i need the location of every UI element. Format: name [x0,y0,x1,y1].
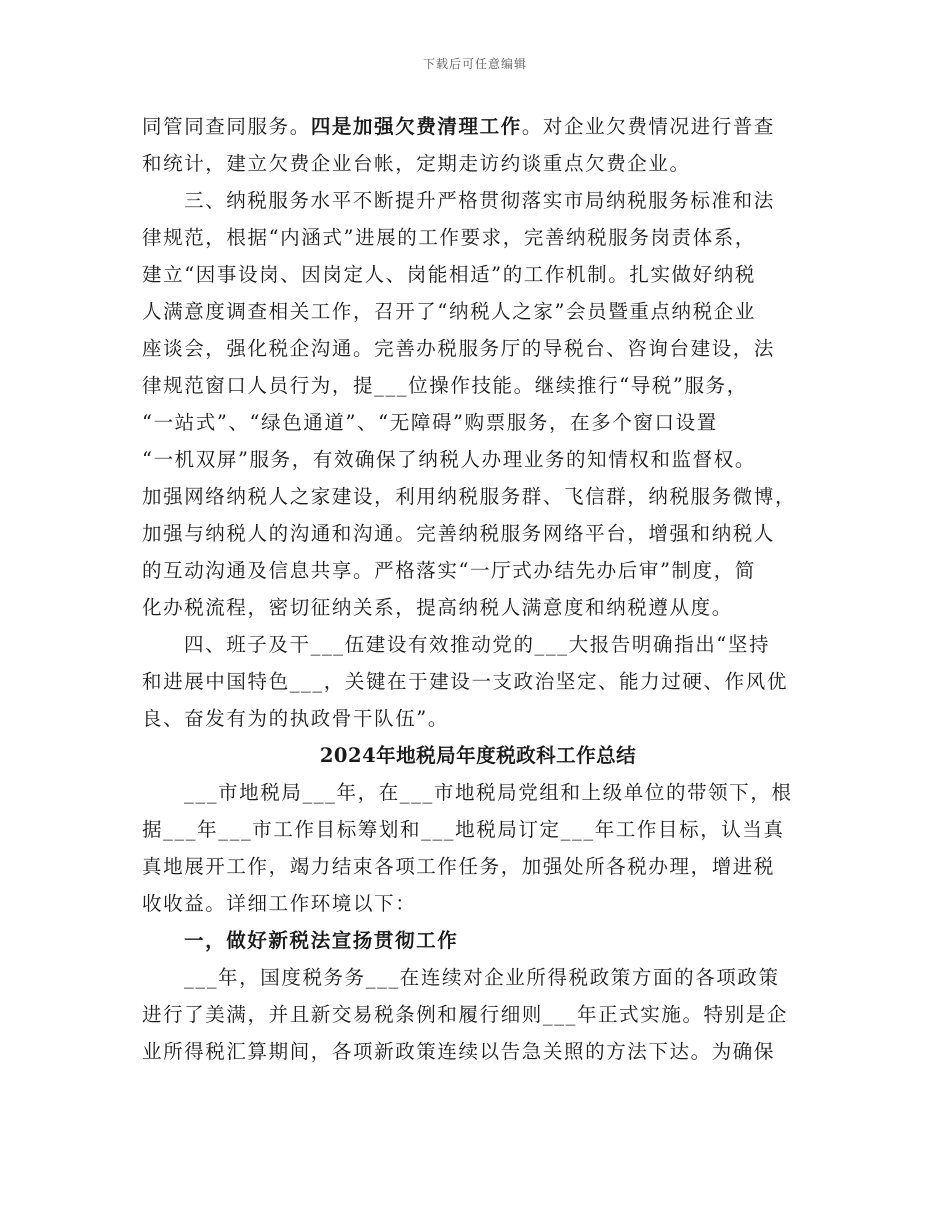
text-line [142,108,814,145]
text-line: 加强与纳税人的沟通和沟通。完善纳税服务网络平台，增强和纳税人 [142,522,776,545]
text-line: 进行了美满，并且新交易税条例和履行细则___年正式实施。特别是企 [142,1003,788,1026]
paragraph-start-line: 四、班子及干___伍建设有效推动党的___大报告明确指出“坚持 [184,633,771,656]
text-line: 业所得税汇算期间，各项新政策连续以告急关照的方法下达。为确保 [142,1040,776,1063]
page-header-note: 下载后可任意编辑 [422,57,527,71]
document-body [142,108,814,1070]
text-line: 良、奋发有为的执政骨干队伍”。 [142,707,449,730]
text-line: 的互动沟通及信息共享。严格落实“一厅式办结先办后审”制度，简 [142,559,756,582]
text-segment: 。对企业欠费情况进行普查 [521,115,776,138]
text-line: 收收益。详细工作环境以下： [142,892,417,915]
text-line: 和进展中国特色___，关键在于建设一支政治坚定、能力过硬、作风优 [142,670,788,693]
text-line: “一机双屏”服务，有效确保了纳税人办理业务的知情权和监督权。 [142,448,756,471]
text-line: 加强网络纳税人之家建设，利用纳税服务群、飞信群，纳税服务微博， [142,485,797,508]
paragraph-start-line: ___市地税局___年，在___市地税局党组和上级单位的带领下，根 [184,781,793,804]
text-line: 座谈会，强化税企沟通。完善办税服务厅的导税台、咨询台建设，法 [142,337,776,360]
text-line: 建立“因事设岗、因岗定人、岗能相适”的工作机制。扎实做好纳税 [142,263,756,286]
text-line: 人满意度调查相关工作，召开了“纳税人之家”会员暨重点纳税企业 [142,300,756,323]
text-line: 律规范窗口人员行为，提___位操作技能。继续推行“导税”服务， [142,374,748,397]
paragraph-start-line: 三、纳税服务水平不断提升严格贯彻落实市局纳税服务标准和法 [184,189,775,212]
text-line: 化办税流程，密切征纳关系，提高纳税人满意度和纳税遵从度。 [142,596,733,619]
paragraph-start-line: ___年，国度税务务___在连续对企业所得税政策方面的各项政策 [184,966,780,989]
text-line: 真地展开工作，竭力结束各项工作任务，加强处所各税办理，增进税 [142,855,776,878]
text-line: 律规范，根据“内涵式”进展的工作要求，完善纳税服务岗责体系， [142,226,756,249]
bold-emphasis: 四是加强欠费清理工作 [310,115,522,138]
text-segment: 同管同查同服务。 [142,115,311,138]
text-line: 据___年___市工作目标筹划和___地税局订定___年工作目标，认当真 [142,818,785,841]
text-line: 和统计，建立欠费企业台帐，定期走访约谈重点欠费企业。 [142,152,691,175]
text-line: “一站式”、“绿色通道”、“无障碍”购票服务，在多个窗口设置 [142,411,718,434]
document-title: 2024年地税局年度税政科工作总结 [319,744,637,767]
section-heading: 一，做好新税法宣扬贯彻工作 [184,929,459,952]
